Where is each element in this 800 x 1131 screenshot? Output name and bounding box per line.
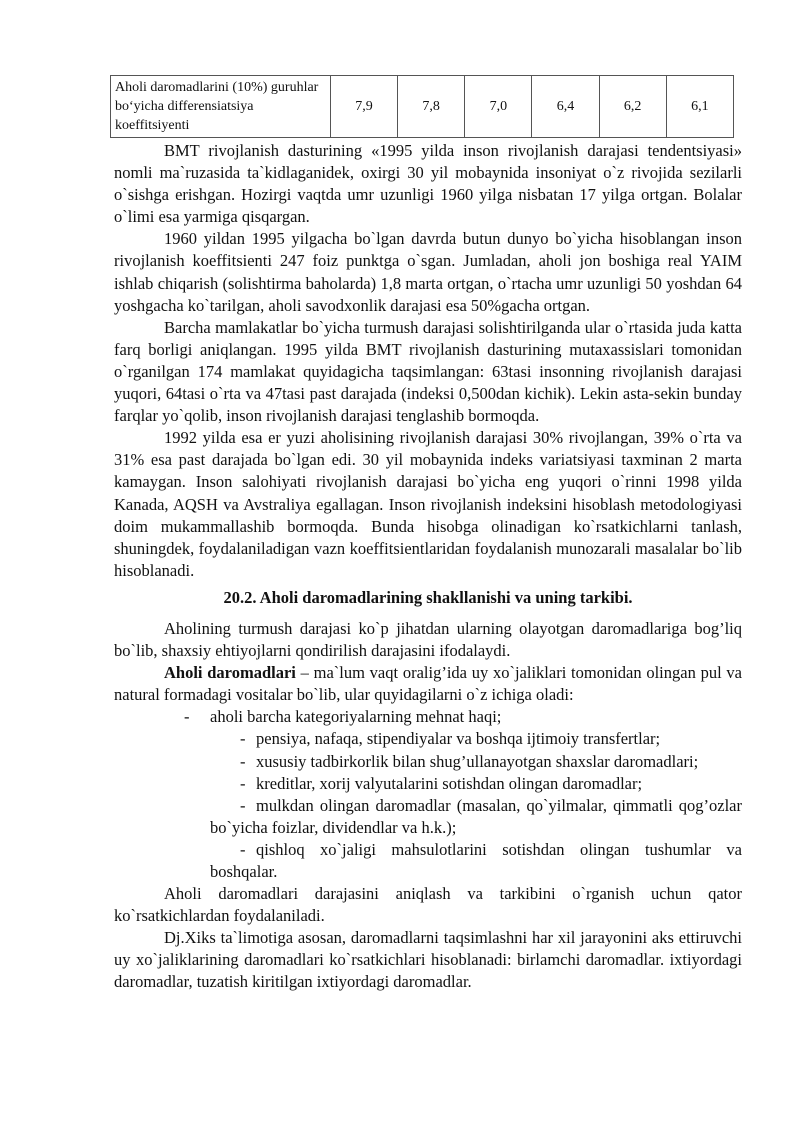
list-dash: -	[240, 729, 246, 749]
list-item-text: xususiy tadbirkorlik bilan shug’ullanayotgan shaxslar daromadlari;	[256, 751, 699, 771]
list-item-text: pensiya, nafaqa, stipendiyalar va boshqa ijtimoiy transfertlar;	[256, 729, 661, 749]
list-item-text: aholi barcha kategoriyalarning mehnat haqi;	[210, 707, 502, 727]
list-item-text: mulkdan olingan daromadlar (masalan, qo`yilmalar, qimmatli qog’ozlar bo`yicha foizlar, dividendlar va h.k.);	[210, 795, 742, 837]
list-item	[114, 751, 742, 773]
list-dash: -	[240, 751, 246, 771]
list-item	[114, 773, 742, 795]
list-dash: -	[240, 795, 246, 815]
section-heading: 20.2. Aholi daromadlarining shakllanishi va uning tarkibi.	[223, 587, 633, 607]
document-body	[114, 140, 742, 994]
body-paragraph: Dj.Xiks ta`limotiga asosan, daromadlarni taqsimlashni har xil jarayonini aks ettiruvchi uy xo`jaliklarining daromadlari ko`rsatkichlari hisoblanadi: birlamchi daromadlar. ixtiyordagi daromadlar, tuzatish kiritilgan ixtiyordagi daromadlar.	[114, 928, 742, 992]
list-item	[114, 728, 742, 750]
body-paragraph: 1960 yildan 1995 yilgacha bo`lgan davrda butun dunyo bo`yicha hisoblangan inson rivojlanish koeffitsienti 247 foiz punktga o`sgan. Jumladan, aholi jon boshiga real YAIM ishlab chiqarish (solishtirma baholarda) 1,8 marta ortgan, o`rtacha umr uzunligi 50 yoshdan 64 yoshgacha ko`tarilgan, aholi savodxonlik darajasi esa 50%gacha ortgan.	[114, 229, 742, 315]
table-row-label: Aholi daromadlarini (10%) guruhlar bo‘yicha differensiatsiya koeffitsiyenti	[111, 76, 331, 138]
table-cell: 6,2	[599, 76, 666, 138]
list-dash: -	[240, 773, 246, 793]
list-item	[114, 839, 742, 883]
definition-text: – ma`lum vaqt oralig’ida uy xo`jaliklari tomonidan olingan pul va natural formadagi vositalar bo`lib, ular quyidagilarni o`z ichiga oladi:	[114, 663, 742, 705]
table-cell: 6,1	[666, 76, 733, 138]
document-page	[114, 75, 742, 994]
body-paragraph: BMT rivojlanish dasturining «1995 yilda inson rivojlanish darajasi tendentsiyasi» nomli ma`ruzasida ta`kidlaganidek, oxirgi 30 yil mobaynida insoniyat o`z rivojida sezilarli o`sishga erishgan. Hozirgi vaqtda umr uzunligi 1960 yilga nisbatan 17 yilga ortgan. Bolalar o`limi esa yarmiga qisqargan.	[114, 141, 742, 227]
body-paragraph: Aholi daromadlari darajasini aniqlash va tarkibini o`rganish uchun qator ko`rsatkichlardan foydalaniladi.	[114, 884, 742, 926]
income-differentiation-table	[110, 75, 734, 138]
body-paragraph: Barcha mamlakatlar bo`yicha turmush darajasi solishtirilganda ular o`rtasida juda katta farq borligi aniqlangan. 1995 yilda BMT rivojlanish dasturining mutaxassislari tomonidan o`rganilgan 174 mamlakat quyidagicha taqsimlangan: 63tasi insonning rivojlanish darajasi yuqori, 64tasi o`rta va 47tasi past darajada (indeksi 0,500dan kichik). Lekin asta-sekin bunday farqlar yo`qolib, inson rivojlanish darajasi tenglashib bormoqda.	[114, 317, 742, 426]
definition-paragraph	[114, 662, 742, 706]
table-cell: 7,0	[465, 76, 532, 138]
definition-term: Aholi daromadlari	[164, 663, 296, 683]
body-paragraph: 1992 yilda esa er yuzi aholisining rivojlanish darajasi 30% rivojlangan, 39% o`rta va 31% esa past darajada bo`lgan edi. 30 yil mobaynida indeks variatsiyasi taxminan 2 marta kamaygan. Inson salohiyati rivojlanish darajasi bo`yicha eng yuqori o`rinni 1998 yilda Kanada, AQSH va Avstraliya egallagan. Inson rivojlanish indeksini hisoblash metodologiyasi doim mukammallashib bormoqda. Bunda hisobga olinadigan ko`rsatkichlarni tanlash, shuningdek, foydalaniladigan vazn koeffitsientlaridan foydalanish munozarali masalalar bo`lib hisoblanadi.	[114, 428, 742, 580]
body-paragraph: Aholining turmush darajasi ko`p jihatdan ularning olayotgan daromadlariga bog’liq bo`lib, shaxsiy ehtiyojlarni qondirilish darajasini ifodalaydi.	[114, 618, 742, 661]
table-cell: 7,9	[330, 76, 397, 138]
table-cell: 6,4	[532, 76, 599, 138]
list-item-text: kreditlar, xorij valyutalarini sotishdan olingan daromadlar;	[256, 773, 643, 793]
list-item	[114, 795, 742, 839]
table-cell: 7,8	[398, 76, 465, 138]
list-item	[114, 706, 742, 728]
list-item-text: qishloq xo`jaligi mahsulotlarini sotishdan olingan tushumlar va boshqalar.	[210, 839, 742, 881]
list-dash: -	[184, 707, 190, 727]
list-dash: -	[240, 839, 246, 859]
table-row	[111, 76, 734, 138]
